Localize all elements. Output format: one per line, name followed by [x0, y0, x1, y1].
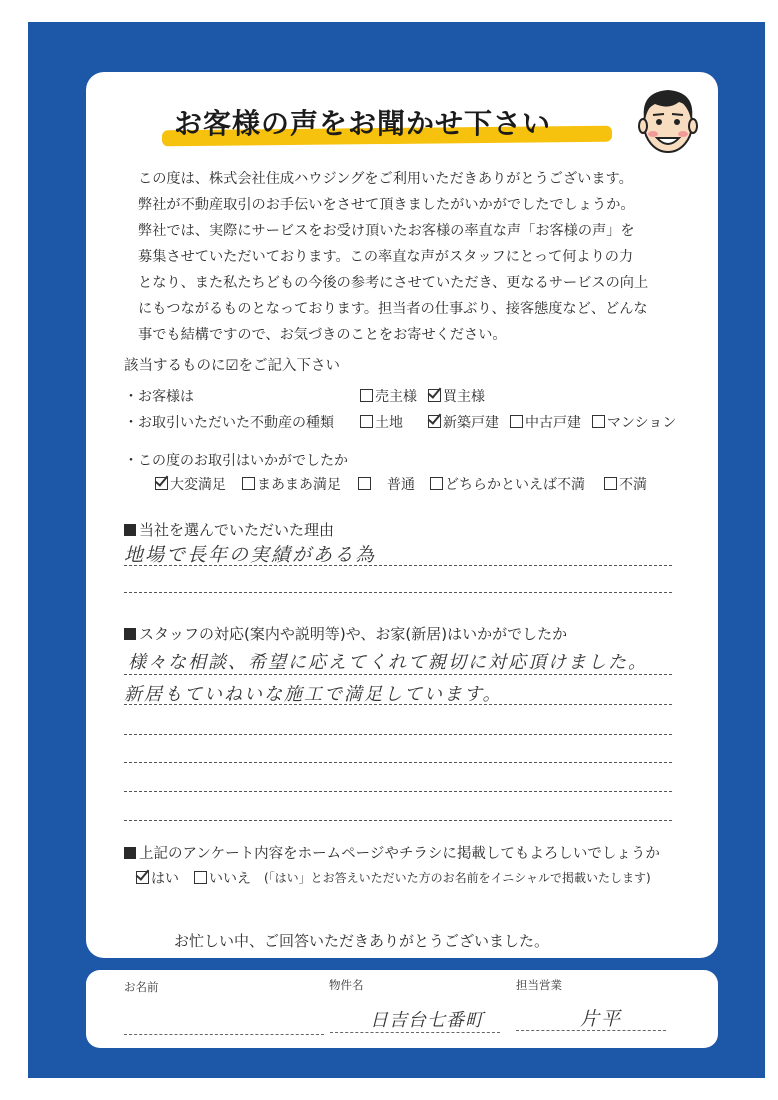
page-title: お客様の声をお聞かせ下さい: [174, 107, 552, 140]
answer-line: [124, 734, 672, 735]
staff-answer-line[interactable]: 様々な相談、希望に応えてくれて親切に対応頂けました。: [128, 652, 648, 673]
rep-line: [516, 1030, 666, 1031]
answer-line: [124, 565, 672, 566]
cartoon-face-icon: [633, 84, 703, 156]
checkbox-icon: [360, 389, 373, 402]
property-type-label: ・お取引いただいた不動産の種類: [124, 415, 334, 431]
option-somewhat-satisfied[interactable]: まあまあ満足: [242, 474, 341, 494]
property-line: [330, 1032, 500, 1033]
intro-line: 弊社では、実際にサービスをお受け頂いたお客様の率直な声「お客様の声」を: [138, 223, 635, 239]
satisfaction-label: ・この度のお取引はいかがでしたか: [124, 453, 348, 469]
checkbox-checked-icon: [155, 477, 168, 490]
closing-message: お忙しい中、ご回答いただきありがとうございました。: [174, 932, 550, 950]
reason-heading: 当社を選んでいただいた理由: [124, 519, 334, 540]
name-label: お名前: [124, 980, 159, 994]
checkbox-icon: [242, 477, 255, 490]
name-line: [124, 1034, 324, 1035]
title-block: [162, 100, 612, 150]
answer-line: [124, 674, 672, 675]
option-dissatisfied[interactable]: 不満: [604, 474, 647, 494]
checkbox-checked-icon: [136, 871, 149, 884]
checkbox-checked-icon: [428, 389, 441, 402]
checkbox-icon: [360, 415, 373, 428]
checkbox-icon: [430, 477, 443, 490]
checkbox-icon: [510, 415, 523, 428]
check-instruction: 該当するものに☑をご記入下さい: [124, 358, 340, 374]
option-new-house[interactable]: 新築戸建: [428, 412, 499, 432]
intro-line: にもつながるものとなっております。担当者の仕事ぶり、接客態度など、どんな: [138, 301, 648, 317]
option-neutral[interactable]: 普通: [358, 474, 415, 494]
option-yes[interactable]: はい: [136, 868, 179, 888]
answer-line: [124, 704, 672, 705]
customer-type-label: ・お客様は: [124, 389, 194, 405]
intro-line: 弊社が不動産取引のお手伝いをさせて頂きましたがいかがでしたでしょうか。: [138, 197, 635, 213]
intro-line: となり、また私たちどもの今後の参考にさせていただき、更なるサービスの向上: [138, 275, 649, 291]
option-seller[interactable]: 売主様: [360, 386, 417, 406]
publish-heading: 上記のアンケート内容をホームページやチラシに掲載してもよろしいでしょうか: [124, 842, 660, 863]
option-very-satisfied[interactable]: 大変満足: [155, 474, 226, 494]
intro-line: 募集させていただいております。この率直な声がスタッフにとって何よりの力: [138, 249, 634, 265]
checkbox-icon: [604, 477, 617, 490]
intro-line: 事でも結構ですので、お気づきのことをお寄せください。: [138, 327, 507, 343]
option-land[interactable]: 土地: [360, 412, 403, 432]
square-bullet-icon: [124, 628, 136, 640]
option-used-house[interactable]: 中古戸建: [510, 412, 581, 432]
option-somewhat-dissatisfied[interactable]: どちらかといえば不満: [430, 474, 585, 494]
staff-answer-line[interactable]: 新居もていねいな施工で満足しています。: [124, 684, 503, 705]
answer-line: [124, 791, 672, 792]
property-label: 物件名: [329, 978, 364, 992]
answer-line: [124, 592, 672, 593]
checkbox-icon: [194, 871, 207, 884]
intro-text: [138, 166, 678, 348]
checkbox-icon: [592, 415, 605, 428]
rep-value[interactable]: 片平: [580, 1008, 623, 1030]
reason-answer[interactable]: 地場で長年の実績がある為: [124, 544, 377, 566]
checkbox-checked-icon: [428, 415, 441, 428]
square-bullet-icon: [124, 524, 136, 536]
property-value[interactable]: 日吉台七番町: [370, 1010, 484, 1031]
option-no[interactable]: いいえ: [194, 868, 251, 888]
answer-line: [124, 820, 672, 821]
checkbox-icon: [358, 477, 371, 490]
option-buyer[interactable]: 買主様: [428, 386, 485, 406]
staff-heading: スタッフの対応(案内や説明等)や、お家(新居)はいかがでしたか: [124, 623, 567, 644]
publish-note: (「はい」とお答えいただいた方のお名前をイニシャルで掲載いたします): [264, 871, 651, 885]
intro-line: この度は、株式会社住成ハウジングをご利用いただきありがとうございます。: [138, 171, 633, 187]
rep-label: 担当営業: [516, 978, 562, 992]
square-bullet-icon: [124, 847, 136, 859]
answer-line: [124, 762, 672, 763]
option-mansion[interactable]: マンション: [592, 412, 676, 432]
